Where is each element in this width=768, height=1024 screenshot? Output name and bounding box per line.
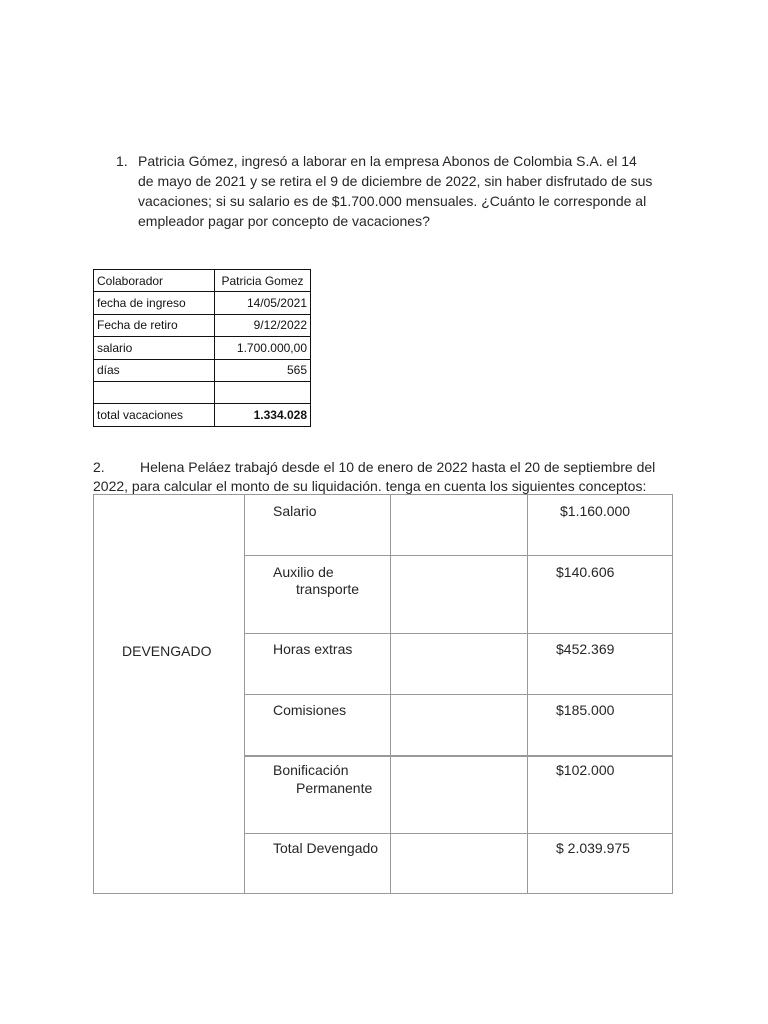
concept-comisiones: Comisiones	[273, 702, 347, 718]
concept-horas-extras: Horas extras	[273, 641, 353, 657]
question-1-line: de mayo de 2021 y se retira el 9 de diciembre de 2022, sin haber disfrutado de sus	[138, 173, 653, 189]
concept-bonificacion-line-2: Permanente	[296, 780, 373, 796]
question-1-line: vacaciones; si su salario es de $1.700.000 mensuales. ¿Cuánto le corresponde al	[138, 193, 647, 209]
table-cell-value	[215, 381, 311, 403]
table-cell-label: Colaborador	[94, 270, 215, 292]
table-cell-label: Fecha de retiro	[94, 314, 215, 336]
table-cell-value: 14/05/2021	[215, 292, 311, 314]
amount-auxilio: $140.606	[556, 564, 615, 580]
amount-comisiones: $185.000	[556, 702, 615, 718]
question-1-line: empleador pagar por concepto de vacaciones?	[138, 213, 430, 229]
table-cell-value: 565	[215, 359, 311, 381]
table-row-divider	[244, 555, 673, 556]
table-cell-label: fecha de ingreso	[94, 292, 215, 314]
question-1-number: 1.	[116, 153, 128, 169]
devengado-table	[93, 494, 673, 894]
table-border-left	[93, 494, 94, 894]
amount-horas-extras: $452.369	[556, 641, 615, 657]
table-cell-label: días	[94, 359, 215, 381]
amount-total-devengado: $ 2.039.975	[556, 840, 630, 856]
total-vacaciones-value: 1.334.028	[215, 404, 311, 426]
concept-auxilio-line-2: transporte	[296, 581, 360, 597]
devengado-section-label: DEVENGADO	[122, 643, 212, 659]
table-cell-label: salario	[94, 337, 215, 359]
table-cell-value: 9/12/2022	[215, 314, 311, 336]
table-cell-value: 1.700.000,00	[215, 337, 311, 359]
table-row	[94, 314, 311, 336]
concept-bonificacion-line-1: Bonificación	[273, 762, 349, 778]
table-row-divider	[244, 755, 673, 757]
question-2-line-1-text: Helena Peláez trabajó desde el 10 de enero de 2022 hasta el 20 de septiembre del	[140, 459, 656, 475]
question-2-number: 2.	[93, 459, 105, 475]
amount-bonificacion: $102.000	[556, 762, 615, 778]
table-row-divider	[244, 633, 673, 634]
vacation-table	[93, 269, 311, 427]
amount-salario: $1.160.000	[560, 503, 631, 519]
table-row-divider	[244, 833, 673, 834]
question-2	[93, 458, 673, 496]
table-cell-label	[94, 381, 215, 403]
concept-salario: Salario	[273, 503, 317, 519]
concept-auxilio-line-1: Auxilio de	[273, 564, 334, 580]
table-row	[94, 359, 311, 381]
table-row	[94, 381, 311, 403]
table-cell-value: Patricia Gomez	[215, 270, 311, 292]
table-border-bottom	[93, 893, 673, 894]
concept-total-devengado: Total Devengado	[273, 840, 379, 856]
table-row-divider	[244, 694, 673, 695]
question-1-text	[138, 151, 688, 231]
table-row	[94, 270, 311, 292]
question-2-line-1	[93, 458, 673, 477]
total-vacaciones-label: total vacaciones	[94, 404, 215, 426]
question-2-line-2: 2022, para calcular el monto de su liquidación. tenga en cuenta los siguientes conceptos:	[93, 478, 647, 494]
question-1-line: Patricia Gómez, ingresó a laborar en la empresa Abonos de Colombia S.A. el 14	[138, 153, 637, 169]
table-row	[94, 292, 311, 314]
table-border-top	[93, 494, 673, 495]
table-row	[94, 337, 311, 359]
table-row	[94, 404, 311, 426]
